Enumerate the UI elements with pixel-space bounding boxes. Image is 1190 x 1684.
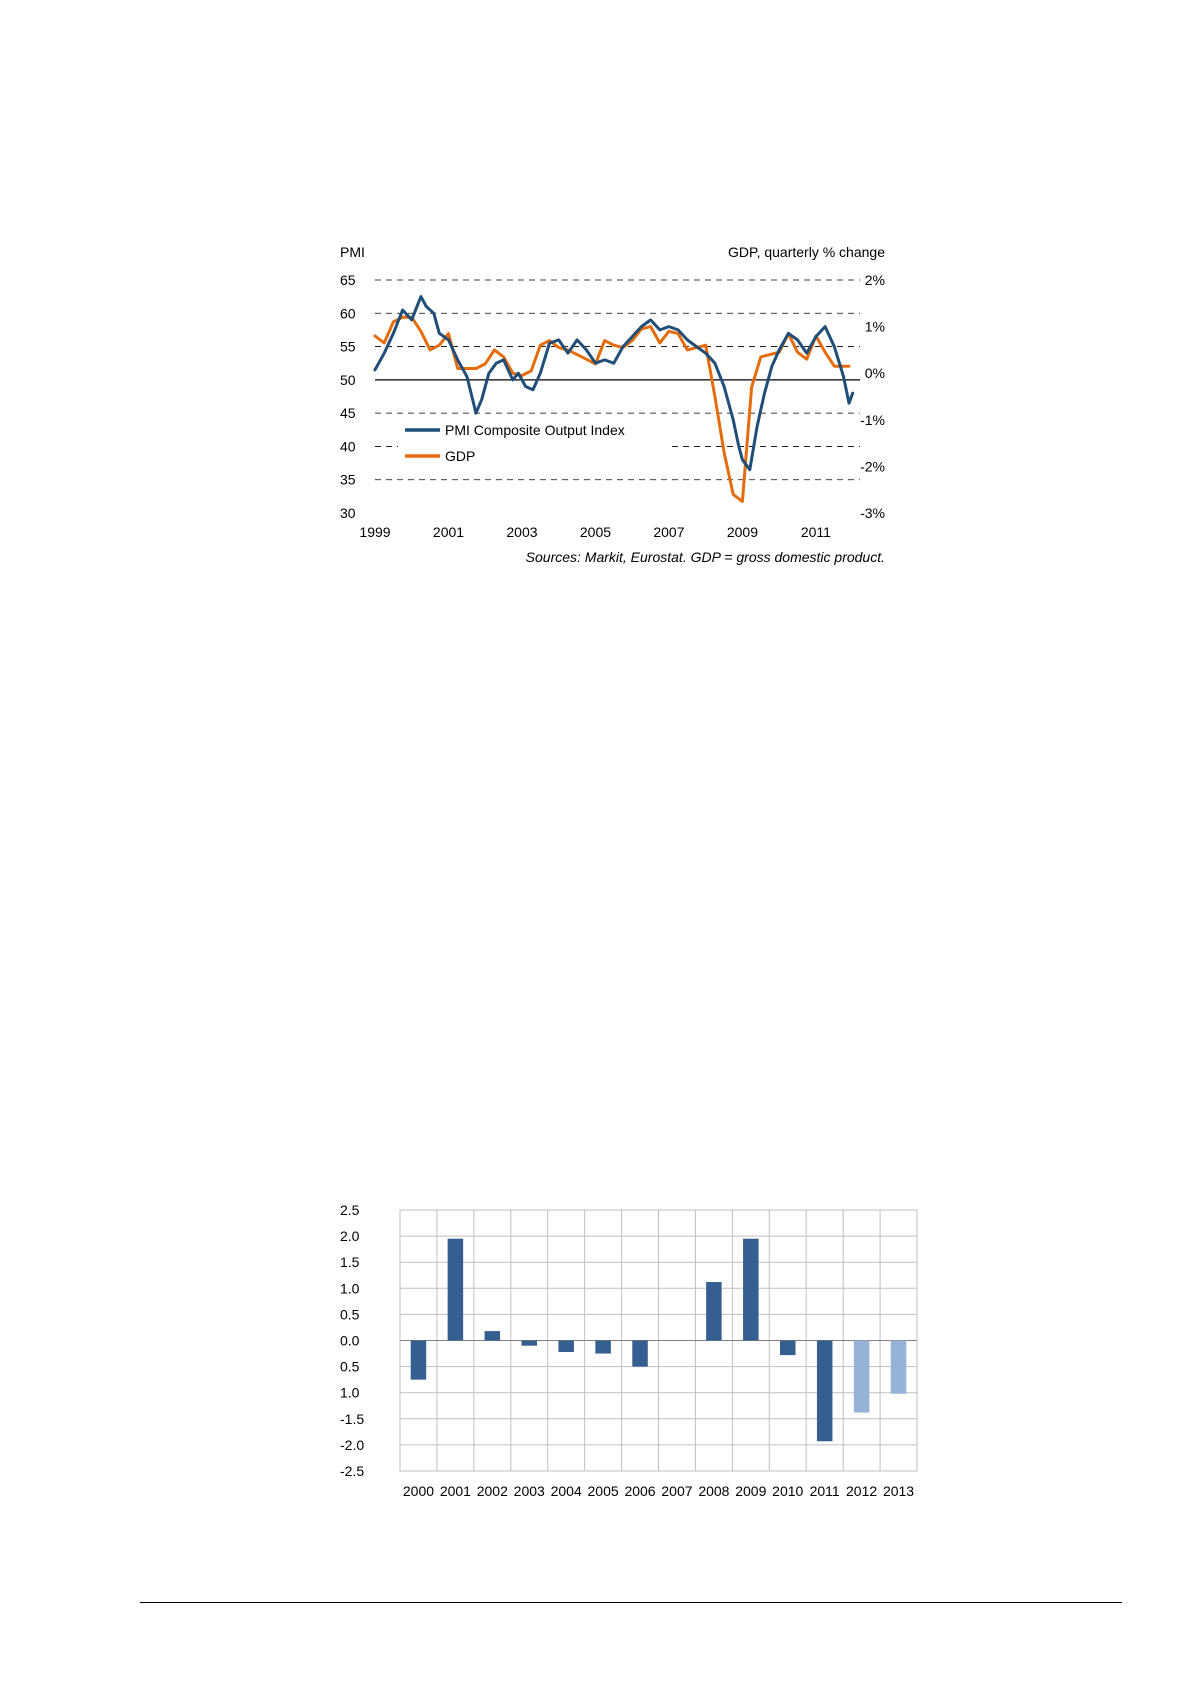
y-tick-label: 1.0 [340, 1280, 360, 1297]
right-tick-label: -2% [860, 458, 885, 475]
right-tick-label: 1% [864, 318, 885, 335]
bar-2001 [448, 1239, 464, 1341]
y-tick-label: -2.0 [340, 1436, 365, 1453]
x-tick-label: 2001 [439, 1483, 471, 1499]
bar-2011 [817, 1341, 833, 1442]
x-tick-label: 2003 [506, 524, 538, 540]
x-tick-label: 2007 [653, 524, 685, 540]
y-tick-label: -2.5 [340, 1463, 365, 1479]
x-tick-label: 2011 [809, 1483, 840, 1499]
left-axis-ticks [340, 272, 356, 521]
x-tick-label: 2011 [800, 524, 831, 540]
left-tick-label: 50 [340, 371, 356, 388]
bar-2009 [743, 1239, 759, 1341]
y-tick-label: 2.0 [340, 1228, 360, 1245]
x-tick-label: 2000 [402, 1483, 435, 1499]
x-tick-label: 2009 [735, 1483, 767, 1499]
footer-rule [140, 1602, 1122, 1603]
x-axis-ticks [359, 524, 831, 540]
left-tick-label: 45 [340, 405, 356, 422]
x-tick-label: 2012 [846, 1483, 878, 1499]
bar-2012 [854, 1341, 870, 1413]
bar-2005 [595, 1341, 611, 1354]
bar-2006 [632, 1341, 648, 1367]
right-tick-label: -3% [860, 505, 885, 521]
bar-2004 [558, 1341, 574, 1352]
x-axis-ticks [403, 1483, 914, 1499]
annual-bar-chart [340, 1200, 920, 1530]
left-tick-label: 60 [340, 305, 356, 322]
x-tick-label: 2010 [772, 1483, 804, 1499]
source-note: Sources: Markit, Eurostat. GDP = gross domestic product. [525, 549, 885, 565]
legend-label-gdp: GDP [445, 448, 476, 464]
left-tick-label: 65 [340, 272, 356, 288]
right-axis-title: GDP, quarterly % change [728, 244, 885, 260]
y-tick-label: 2.5 [340, 1202, 360, 1218]
left-tick-label: 40 [340, 438, 356, 455]
y-axis-ticks [340, 1202, 364, 1479]
series-lines [375, 297, 853, 502]
y-tick-label: 0.0 [340, 1332, 360, 1349]
x-tick-label: 2005 [579, 524, 612, 540]
x-tick-label: 2013 [882, 1483, 915, 1499]
gdp-series-line [375, 317, 849, 501]
right-tick-label: 0% [864, 365, 885, 382]
right-tick-label: -1% [860, 411, 885, 428]
bar-2013 [891, 1341, 907, 1394]
x-tick-label: 2002 [476, 1483, 508, 1499]
right-tick-label: 2% [864, 272, 885, 288]
left-tick-label: 35 [340, 471, 356, 488]
y-tick-label: 1.5 [340, 1254, 360, 1271]
bar-2010 [780, 1341, 796, 1356]
right-axis-ticks [860, 272, 885, 521]
bar-2000 [411, 1341, 427, 1380]
bar-2002 [485, 1331, 501, 1340]
legend-label-pmi: PMI Composite Output Index [445, 422, 625, 438]
bar-2003 [521, 1341, 537, 1346]
y-tick-label: 1.0 [340, 1384, 360, 1401]
x-tick-label: 2005 [587, 1483, 619, 1499]
x-tick-label: 2008 [698, 1483, 730, 1499]
left-tick-label: 30 [340, 505, 356, 521]
x-tick-label: 1999 [359, 524, 391, 540]
pmi-gdp-line-chart [340, 240, 900, 570]
left-axis-title: PMI [340, 244, 365, 260]
x-tick-label: 2003 [513, 1483, 545, 1499]
left-tick-label: 55 [340, 338, 356, 355]
legend [398, 415, 668, 470]
x-tick-label: 2009 [726, 524, 759, 540]
y-tick-label: 0.5 [340, 1358, 360, 1375]
y-tick-label: -1.5 [340, 1410, 365, 1427]
x-tick-label: 2004 [550, 1483, 582, 1499]
x-tick-label: 2001 [432, 524, 465, 540]
x-tick-label: 2007 [661, 1483, 693, 1499]
x-tick-label: 2006 [624, 1483, 656, 1499]
y-tick-label: 0.5 [340, 1306, 360, 1323]
bar-2008 [706, 1282, 722, 1340]
